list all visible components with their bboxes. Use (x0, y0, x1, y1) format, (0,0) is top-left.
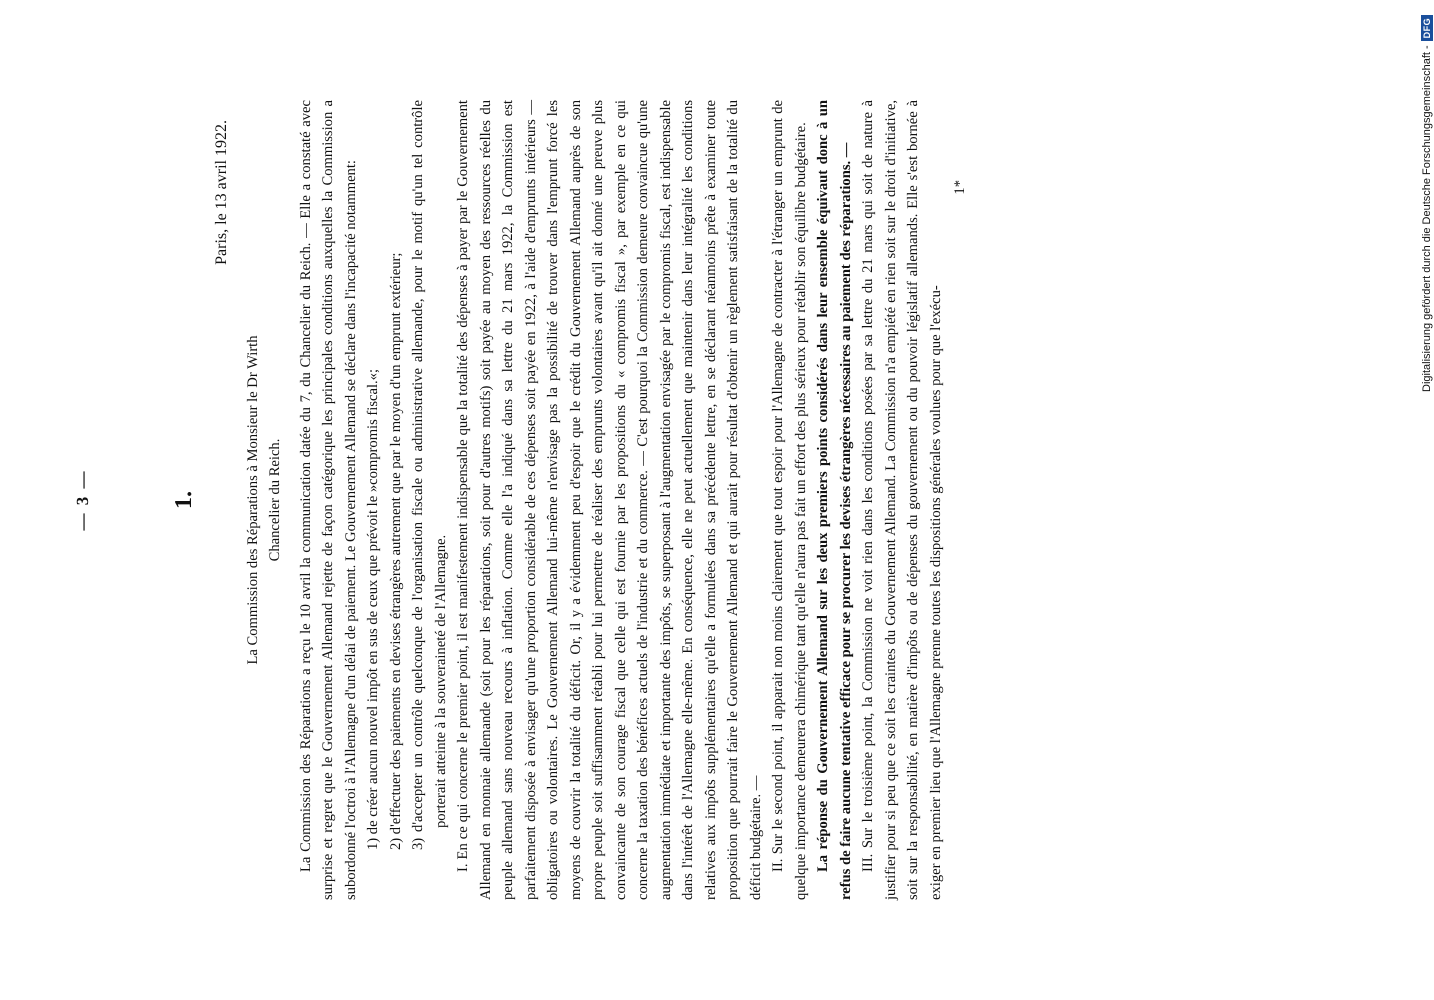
conditions-list (362, 100, 452, 900)
paragraph-first-point: I. En ce qui concerne le premier point, il est manifestement indispensable que la totalité des dépenses à payer par le Gouvernement Allemand en monnaie allemande (soit pour les réparations, soit pour d'autres motifs) soit payée au moyen des ressources réelles du peuple allemand sans nouveau recours à inflation. Comme elle l'a indiqué dans sa lettre du 21 mars 1922, la Commission est parfaitement disposée à envisager qu'une proportion considérable de ces dépenses soit payée en 1922, à l'aide d'emprunts intérieurs — obligatoires ou volontaires. Le Gouvernement Allemand lui-même n'envisage pas la possibilité de trouver dans l'emprunt forcé les moyens de couvrir la totalité du déficit. Or, il y a évidemment peu d'espoir que le crédit du Gouvernement Allemand auprès de son propre peuple soit suffisamment rétabli pour lui permettre de réaliser des emprunts volontaires avant qu'il ait donné une preuve plus convaincante de son courage fiscal que celle qui est fournie par les propositions du « compromis fiscal », par exemple en ce qui concerne la taxation des bénéfices actuels de l'industrie et du commerce. — C'est pourquoi la Commission demeure convaincue qu'une augmentation immédiate et importante des impôts, se superposant à l'augmentation envisagée par le compromis fiscal, est indispensable dans l'intérêt de l'Allemagne elle-même. En conséquence, elle ne peut actuellement que maintenir dans leur intégralité les conditions relatives aux impôts supplémentaires qu'elle a formulées dans sa précédente lettre, en se déclarant néanmoins prête à examiner toute proposition que pourrait faire le Gouvernement Allemand et qui aurait pour résultat d'obtenir un règlement satisfaisant de la totalité du déficit budgétaire. — (455, 100, 764, 900)
digitization-credit (1421, 15, 1433, 392)
letter-date: Paris, le 13 avril 1922. (212, 120, 230, 265)
sheet-mark: 1* (952, 180, 968, 195)
document-number: 1. (170, 491, 197, 509)
document-body (72, 100, 1362, 900)
credit-text: Digitalisierung gefördert durch die Deutsche Forschungsgemeinschaft - (1421, 45, 1433, 392)
page-number: — 3 — (73, 469, 92, 531)
list-item: 3) d'accepter un contrôle quelconque de l'organisation fiscale ou administrative allemande, pour le motif qu'un tel contrôle porterait atteinte à la souveraineté de l'Allemagne. (410, 100, 449, 850)
intro-paragraph: La Commission des Réparations a reçu le 10 avril la communication datée du 7, du Chancelier du Reich. — Elle a constaté avec surprise et regret que le Gouvernement Allemand rejette de façon catégorique les principales conditions auxquelles la Commission a subordonné l'octroi à l'Allemagne d'un délai de paiement. Le Gouvernement Allemand se déclare dans l'incapacité notamment: (297, 100, 359, 900)
paragraph-third-point: III. Sur le troisième point, la Commission ne voit rien dans les conditions posées par sa lettre du 21 mars qui soit de nature à justifier pour si peu que ce soit les craintes du Gouvernement Allemand. La Commission n'a empiété en rien soit sur le droit d'initiative, soit sur la responsabilité, en matière d'impôts ou de dépenses du gouvernement ou du pouvoir législatif allemands. Elle s'est bornée à exiger en premier lieu que l'Allemagne prenne toutes les dispositions générales voulues pour que l'exécu- (860, 100, 944, 900)
list-item: 2) d'effectuer des paiements en devises étrangères autrement que par le moyen d'un emprunt extérieur; (387, 252, 404, 850)
addressee-title: Chancelier du Reich. (267, 438, 283, 562)
paragraph-second-point: II. Sur le second point, il apparait non moins clairement que tout espoir pour l'Allemagne de contracter à l'étranger un emprunt de quelque importance demeurera chimérique tant qu'elle n'aura pas fait un effort des plus sérieux pour rétablir son équilibre budgétaire. (770, 100, 809, 900)
addressee-line: La Commission des Réparations à Monsieur le Dr Wirth (244, 335, 261, 665)
dfg-logo: DFG (1421, 15, 1433, 42)
list-item: 1) de créer aucun nouvel impôt en sus de ceux que prévoit le »compromis fiscal.«; (365, 368, 381, 850)
paragraph-response: La réponse du Gouvernement Allemand sur les deux premiers points considérés dans leur ensemble équivaut donc à un refus de faire aucune tentative efficace pour se procurer les devises étrangères nécessaires au paiement des réparations. — (815, 100, 854, 900)
